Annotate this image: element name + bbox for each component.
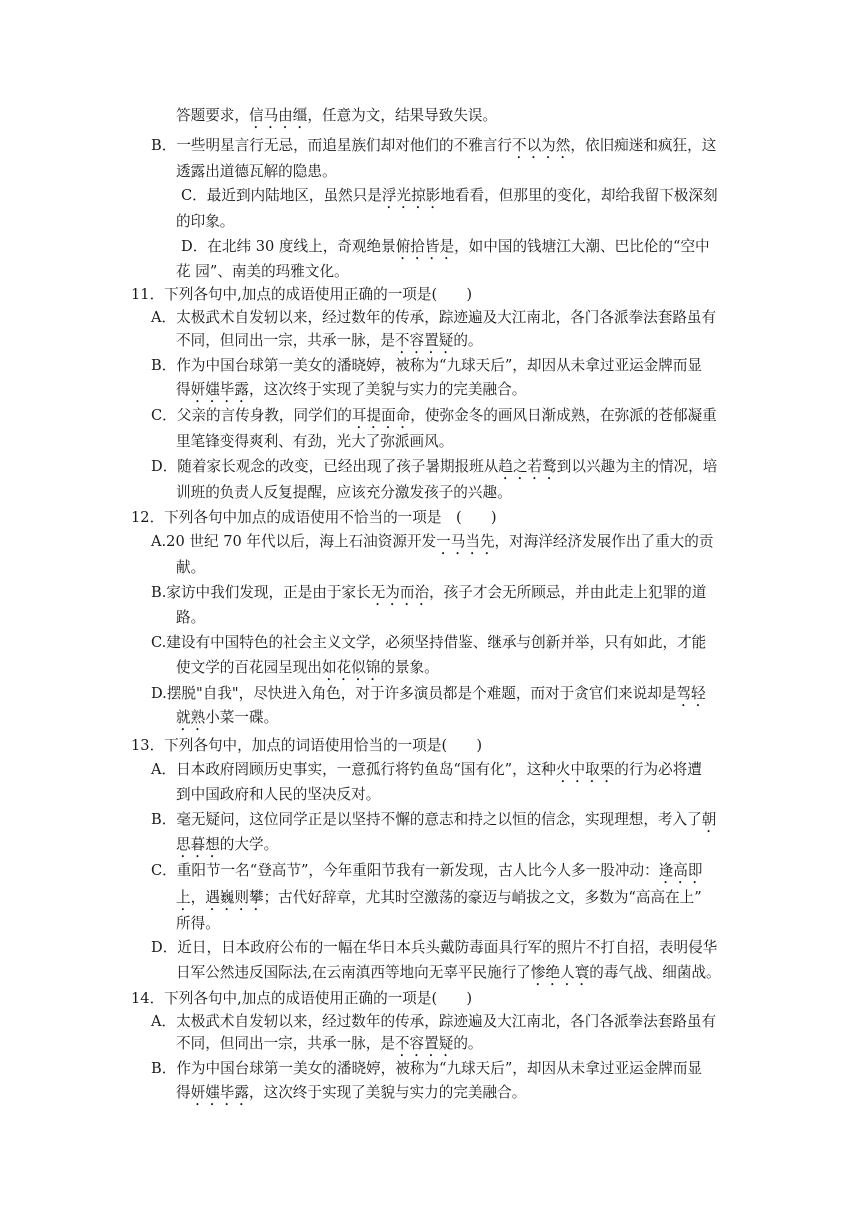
option-a: A．太极武术自发轫以来，经过数年的传承，踪迹遍及大江南北，各门各派拳法套路虽有 [151,309,717,326]
option-b: B．毫无疑问，这位同学正是以坚持不懈的意志和持之以恒的信念，实现理想，考入了朝 [151,811,717,828]
dotted-idiom: 惨绝人寰 [530,964,590,981]
option-b: B．作为中国台球第一美女的潘晓婷，被称为“九球天后”，却因从未拿过亚运金牌而显 [151,1060,703,1077]
dotted-idiom: 就熟 [176,709,206,726]
dotted-idiom: 一马当先 [436,533,495,550]
dotted-idiom: 妍媸毕露 [190,1084,249,1101]
text-line: 就熟小菜一碟。 [176,709,279,726]
dotted-idiom: 不容置疑 [394,332,454,349]
text-line: 的印象。 [176,213,235,230]
dotted-idiom: 耳提面命 [351,407,411,424]
text-line: 透露出道德瓦解的隐患。 [176,163,337,180]
text-line: 所得。 [176,915,220,932]
option-d: D.摆脱"自我"，尽快进入角色，对于许多演员都是个难题，而对于贪官们来说却是驾轻 [151,685,706,702]
text-line: 训班的负责人反复提醒，应该充分激发孩子的兴趣。 [176,484,512,501]
option-a: A．日本政府罔顾历史事实，一意孤行将钓鱼岛“国有化”，这种火中取栗的行为必将遭 [151,761,702,778]
text-line: 思暮想的大学。 [176,836,279,853]
dotted-idiom: 无为而治 [370,584,430,601]
dotted-idiom: 朝 [701,811,717,828]
dotted-idiom: 妍媸毕露 [190,381,249,398]
dotted-idiom: 不以为然 [511,137,571,154]
text-line: 答题要求，信马由缰，任意为文，结果导致失误。 [176,107,498,124]
text-line: 上，遇巍则攀；古代好辞章，尤其时空激荡的豪迈与峭拔之文，多数为“高高在上” [176,889,702,906]
option-b: B.家访中我们发现，正是由于家长无为而治，孩子才会无所顾忌，并由此走上犯罪的道 [151,584,707,601]
text-line: 得妍媸毕露，这次终于实现了美貌与实力的完美融合。 [176,381,527,398]
option-c: C．最近到内陆地区，虽然只是浮光掠影地看看，但那里的变化，却给我留下极深刻 [181,187,718,204]
option-c: C．父亲的言传身教，同学们的耳提面命，使弥金冬的画风日渐成熟，在弥派的苍郁凝重 [151,407,717,424]
text-line: 使文学的百花园呈现出如花似锦的景象。 [176,659,439,676]
text-line: 到中国政府和人民的坚决反对。 [176,786,381,803]
dotted-idiom: 如花似锦 [321,659,381,676]
text-line: 里笔锋变得爽利、有劲，光大了弥派画风。 [176,433,454,450]
option-b: B．作为中国台球第一美女的潘晓婷，被称为“九球天后”，却因从未拿过亚运金牌而显 [151,357,703,374]
dotted-idiom: 逢高即 [658,862,703,879]
dotted-idiom: 不容置疑 [394,1035,454,1052]
option-d: D．在北纬 30 度线上，奇观绝景俯拾皆是，如中国的钱塘江大潮、巴比伦的“空中 [181,238,710,255]
dotted-idiom: 火中取栗 [555,761,615,778]
text-line: 不同，但同出一宗，共承一脉，是不容置疑的。 [176,1035,483,1052]
question-11: 11．下列各句中,加点的成语使用正确的一项是( ) [131,286,473,303]
dotted-idiom: 俯拾皆是 [395,238,455,255]
option-d: D．随着家长观念的改变，已经出现了孩子暑期报班从趋之若鹜到以兴趣为主的情况，培 [151,458,718,475]
question-12: 12．下列各句中加点的成语使用不恰当的一项是 ( ) [131,509,497,526]
text-line: 日军公然违反国际法,在云南滇西等地向无辜平民施行了惨绝人寰的毒气战、细菌战。 [176,964,721,981]
option-a: A.20 世纪 70 年代以后，海上石油资源开发一马当先，对海洋经济发展作出了重大的贡 [151,533,714,550]
text-line: 路。 [176,609,206,626]
option-c: C．重阳节一名“登高节”，今年重阳节我有一新发现，古人比今人多一股冲动：逢高即 [151,862,703,879]
option-d: D．近日，日本政府公布的一幅在华日本兵头戴防毒面具行军的照片不打自招，表明侵华 [151,939,718,956]
question-14: 14．下列各句中,加点的成语使用正确的一项是( ) [131,990,473,1007]
text-line: 不同，但同出一宗，共承一脉，是不容置疑的。 [176,332,483,349]
text-line: 花 园”、南美的玛雅文化。 [176,263,349,280]
dotted-idiom: 趋之若鹜 [498,458,557,475]
dotted-idiom: 上，遇巍则攀 [176,889,264,906]
text-line: 得妍媸毕露，这次终于实现了美貌与实力的完美融合。 [176,1084,527,1101]
question-13: 13．下列各句中，加点的词语使用恰当的一项是( ) [131,737,483,754]
dotted-idiom: 思暮想 [176,836,220,853]
option-a: A．太极武术自发轫以来，经过数年的传承，踪迹遍及大江南北，各门各派拳法套路虽有 [151,1013,717,1030]
option-b: B．一些明星言行无忌，而追星族们却对他们的不雅言行不以为然，依旧痴迷和疯狂，这 [151,137,717,154]
dotted-idiom: 驾轻 [676,685,706,702]
dotted-idiom: 浮光掠影 [381,187,441,204]
option-c: C.建设有中国特色的社会主义文学，必须坚持借鉴、继承与创新并举，只有如此，才能 [151,634,707,651]
text-line: 献。 [176,559,206,576]
dotted-idiom: 信马由缰 [248,107,308,124]
